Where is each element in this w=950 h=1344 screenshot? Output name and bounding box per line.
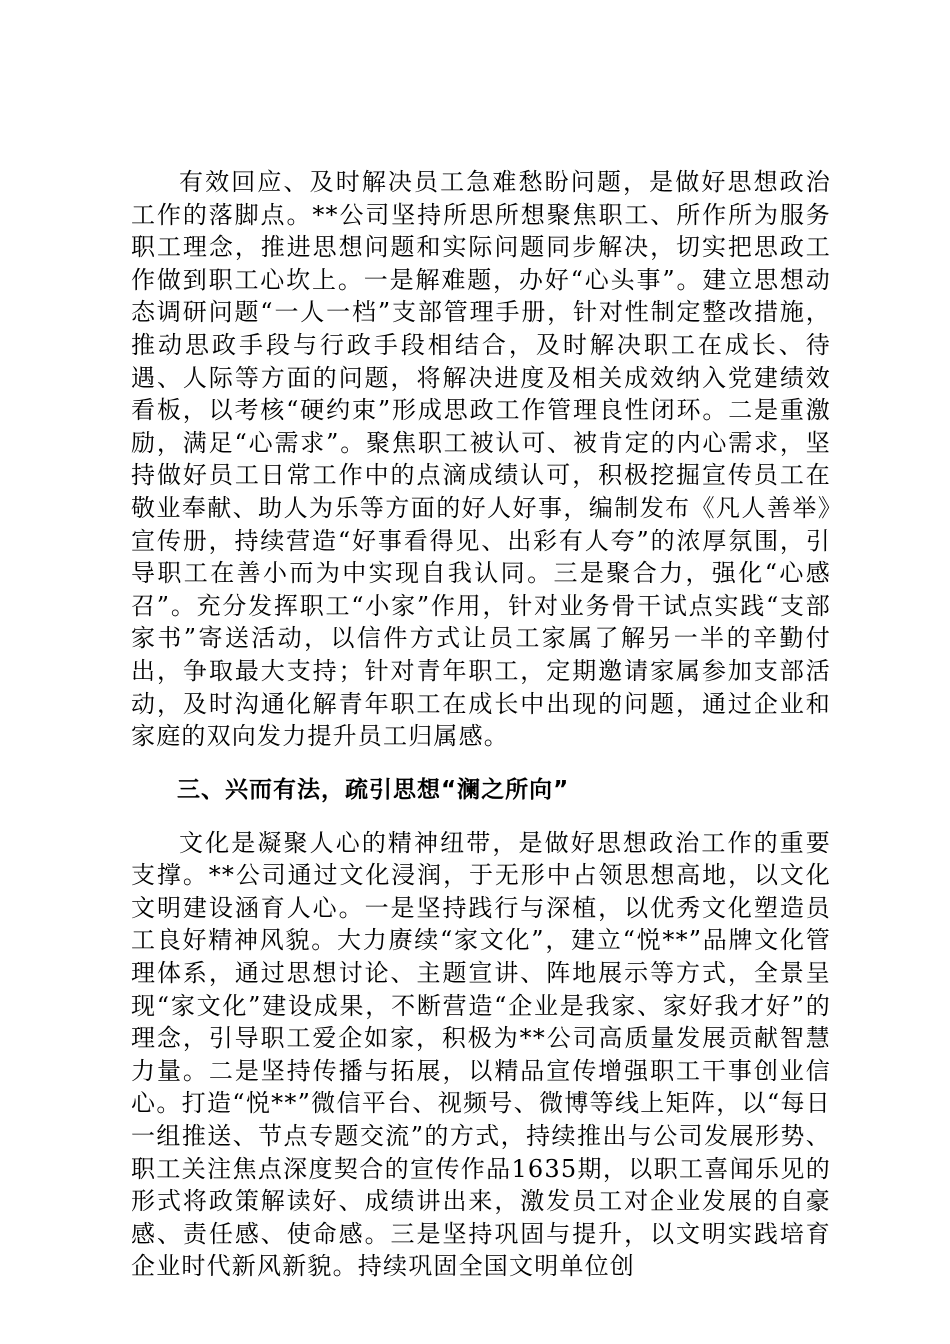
- document-body: [131, 166, 831, 1283]
- section-heading: 三、兴而有法，疏引思想“澜之所向”: [177, 776, 570, 803]
- body-paragraph-2: 文化是凝聚人心的精神纽带，是做好思想政治工作的重要支撑。**公司通过文化浸润，于无形中占领思想高地，以文化文明建设涵育人心。一是坚持践行与深植，以优秀文化塑造员工良好精神风貌。大力赓续“家文化”，建立“悦**”品牌文化管理体系，通过思想讨论、主题宣讲、阵地展示等方式，全景呈现“家文化”建设成果，不断营造“企业是我家、家好我才好”的理念，引导职工爱企如家，积极为**公司高质量发展贡献智慧力量。二是坚持传播与拓展，以精品宣传增强职工干事创业信心。打造“悦**”微信平台、视频号、微博等线上矩阵，以“每日一组推送、节点专题交流”的方式，持续推出与公司发展形势、职工关注焦点深度契合的宣传作品1635期，以职工喜闻乐见的形式将政策解读好、成绩讲出来，激发员工对企业发展的自豪感、责任感、使命感。三是坚持巩固与提升，以文明实践培育企业时代新风新貌。持续巩固全国文明单位创: [131, 828, 831, 1281]
- body-paragraph-1: 有效回应、及时解决员工急难愁盼问题，是做好思想政治工作的落脚点。**公司坚持所思所想聚焦职工、所作所为服务职工理念，推进思想问题和实际问题同步解决，切实把思政工作做到职工心坎上。一是解难题，办好“心头事”。建立思想动态调研问题“一人一档”支部管理手册，针对性制定整改措施，推动思政手段与行政手段相结合，及时解决职工在成长、待遇、人际等方面的问题，将解决进度及相关成效纳入党建绩效看板，以考核“硬约束”形成思政工作管理良性闭环。二是重激励，满足“心需求”。聚焦职工被认可、被肯定的内心需求，坚持做好员工日常工作中的点滴成绩认可，积极挖掘宣传员工在敬业奉献、助人为乐等方面的好人好事，编制发布《凡人善举》宣传册，持续营造“好事看得见、出彩有人夸”的浓厚氛围，引导职工在善小而为中实现自我认同。三是聚合力，强化“心感召”。充分发挥职工“小家”作用，针对业务骨干试点实践“支部家书”寄送活动，以信件方式让员工家属了解另一半的辛勤付出，争取最大支持；针对青年职工，定期邀请家属参加支部活动，及时沟通化解青年职工在成长中出现的问题，通过企业和家庭的双向发力提升员工归属感。: [131, 168, 831, 751]
